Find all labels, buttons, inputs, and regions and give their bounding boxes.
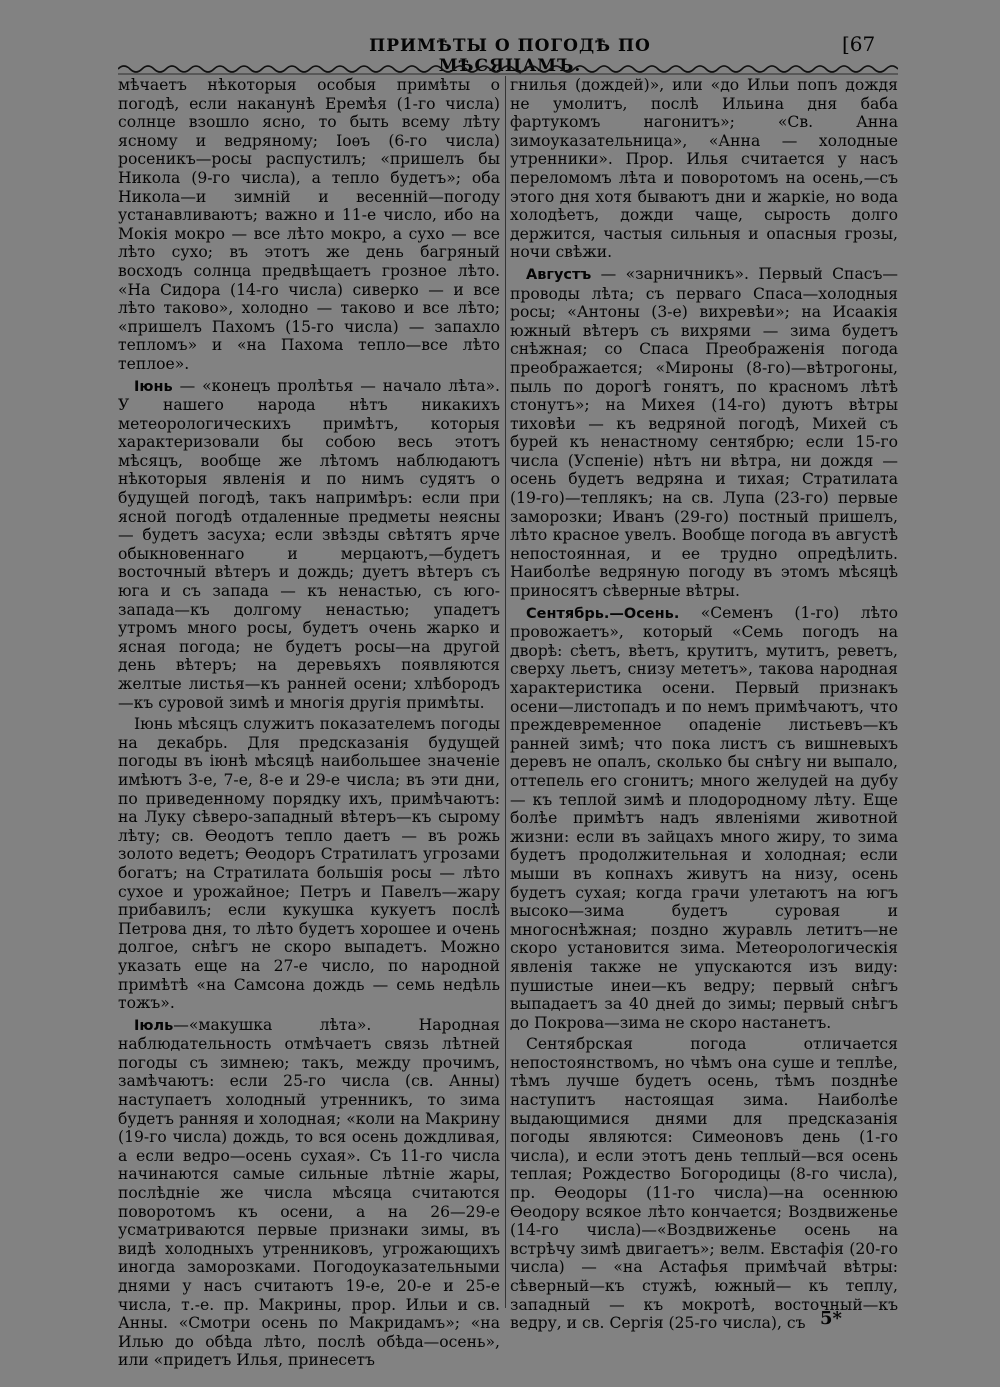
header-ornament-rule — [118, 62, 898, 76]
paragraph-july — [118, 1016, 500, 1370]
paragraph-ilya: гнилья (дождей)», или «до Ильи попъ дождя не умолитъ, послѣ Ильина дня баба фартукомъ нагонитъ»; «Св. Анна зимоуказательница», «Анна — холодные утренники». Прор. Илья считается у насъ переломомъ лѣта и поворотомъ на осень,—съ этого дня хотя бываютъ дни и жаркіе, но вода холодѣетъ, дожди чаще, сырость долго держится, частыя сильныя и опасныя грозы, ночи свѣжи. — [510, 76, 898, 262]
paragraph-june-indicator: Іюнь мѣсяцъ служитъ показателемъ погоды на декабрь. Для предсказанія будущей погоды въ іюнѣ мѣсяцѣ наибольшее значеніе имѣютъ 3-е, 7-е, 8-е и 29-е числа; въ эти дни, по приведенному порядку ихъ, примѣчаютъ: на Луку сѣверо-западный вѣтеръ—къ сырому лѣту; св. Ѳеодотъ тепло даетъ — въ рожь золото ведетъ; Ѳеодоръ Стратилатъ угрозами богатъ; на Стратилата большія росы — лѣто сухое и урожайное; Петръ и Павелъ—жару прибавилъ; если кукушка кукуетъ послѣ Петрова дня, то лѣто будетъ хорошее и очень долгое, снѣгъ не скоро выпадетъ. Можно указать еще на 27-е число, по народной примѣтѣ «на Самсона дождь — семь недѣль тожъ». — [118, 715, 500, 1013]
page-number: [67 — [842, 32, 876, 56]
right-text-column — [510, 76, 898, 1333]
paragraph-august — [510, 265, 898, 601]
paragraph-september — [510, 604, 898, 1033]
paragraph-september-text: «Семенъ (1-го) лѣто провожаетъ», который «Семь погодъ на дворѣ: сѣетъ, вѣетъ, крутитъ, мутитъ, реветъ, сверху льетъ, снизу мететъ», такова народная характеристика осени. Первый признакъ осени—листопадъ и по немъ примѣчаютъ, что преждевременное опаденіе листьевъ—къ ранней зимѣ; что пока листъ съ вишневыхъ деревъ не опалъ, сколько бы снѣгу ни выпало, оттепель его сгонитъ; много желудей на дубу — къ теплой зимѣ и плодородному лѣту. Еще болѣе примѣтъ надъ явленіями животной жизни: если въ зайцахъ много жиру, то зима будетъ продолжительная и холодная; если мыши въ копнахъ живутъ на низу, осень будетъ сухая; когда грачи улетаютъ на югъ высоко—зима будетъ суровая и многоснѣжная; поздно журавль летитъ—не скоро установится зима. Метеорологическія явленія также не упускаются изъ виду: пушистые инеи—къ ведру; первый снѣгъ выпадаетъ за 40 дней до зимы; первый снѣгъ до Покрова—зима не скоро настанетъ. — [510, 603, 898, 1032]
paragraph-august-text: — «зарничникъ». Первый Спасъ— проводы лѣта; съ перваго Спаса—холодныя росы; «Антоны (3-е) вихревѣи»; на Исаакія южный вѣтеръ съ вихрями — зима будетъ снѣжная; со Спаса Преображенія погода преображается; «Мироны (8-го)—вѣтрогоны, пыль по дорогѣ гонятъ, по красномъ лѣтѣ стонутъ»; на Михея (14-го) дуютъ вѣтры тиховѣи — къ ведряной погодѣ, Михей съ бурей къ ненастному сентябрю; если 15-го числа (Успеніе) нѣтъ ни вѣтра, ни дождя — осень будетъ ведряна и тихая; Стратилата (19-го)—теплякъ; на св. Лупа (23-го) первые заморозки; Иванъ (29-го) постный пришелъ, лѣто красное увелъ. Вообще погода въ августѣ непостоянная, и ее трудно опредѣлить. Наиболѣе ведряную погоду въ этомъ мѣсяцѣ приносятъ сѣверные вѣтры. — [510, 264, 898, 601]
left-text-column — [118, 76, 500, 1370]
month-heading-september: Сентябрь.—Осень. — [526, 605, 680, 622]
paragraph-june-omens: мѣчаетъ нѣкоторыя особыя примѣты о погодѣ, если наканунѣ Еремѣя (1-го числа) солнце взошло ясно, то быть всему лѣту ясному и ведряному; Іоѳъ (6-го числа) росеникъ—росы распустилъ; «пришелъ бы Никола (9-го числа), а тепло будетъ»; оба Никола—и зимній и весенній—погоду устанавливаютъ; важно и 11-е число, ибо на Мокія мокро — все лѣто мокро, а сухо — все лѣто сухо; въ этотъ же день багряный восходъ солнца предвѣщаетъ грозное лѣто. «На Сидора (14-го числа) сиверко — и все лѣто таково», холодно — таково и все лѣто; «пришелъ Пахомъ (15-го числа) — запахло тепломъ» и «на Пахома тепло—все лѣто теплое». — [118, 76, 500, 373]
running-head-title: ПРИМѢТЫ О ПОГОДѢ ПО МѢСЯЦАМЪ. — [369, 36, 651, 76]
month-heading-june: Іюнь — [134, 378, 173, 395]
column-divider — [505, 76, 506, 1308]
paragraph-june — [118, 377, 500, 713]
paragraph-july-text: —«макушка лѣта». Народная наблюдательность отмѣчаетъ связь лѣтней погоды съ зимнею; такъ, между прочимъ, замѣчаютъ: если 25-го числа (св. Анны) наступаетъ холодный утренникъ, то зима будетъ ранняя и холодная; «коли на Макрину (19-го числа) дождь, то вся осень дождливая, а если ведро—осень сухая». Съ 11-го числа начинаются самые сильные лѣтніе жары, послѣдніе же числа мѣсяца считаются поворотомъ къ осени, а на 26—29-е усматриваются первые признаки зимы, въ видѣ холодныхъ утренниковъ, угрожающихъ иногда заморозками. Погодоуказательными днями у насъ считаютъ 19-е, 20-е и 25-е числа, т.-е. пр. Макрины, прор. Ильи и св. Анны. «Смотри осень по Макридамъ»; «на Илью до обѣда лѣто, послѣ обѣда—осень», или «придетъ Илья, принесетъ — [118, 1015, 500, 1370]
month-heading-august: Августъ — [526, 266, 592, 283]
month-heading-july: Іюль — [134, 1017, 174, 1034]
printer-signature: 5* — [820, 1308, 842, 1329]
paragraph-september-weather: Сентябрская погода отличается непостоянствомъ, но чѣмъ она суше и теплѣе, тѣмъ лучше будетъ осень, тѣмъ позднѣе наступитъ настоящая зима. Наиболѣе выдающимися днями для предсказанія погоды являются: Симеоновъ день (1-го числа), и если этотъ день теплый—вся осень теплая; Рождество Богородицы (8-го числа), пр. Ѳеодоры (11-го числа)—на осеннюю Ѳеодору всякое лѣто кончается; Воздвиженье (14-го числа)—«Воздвиженье осень на встрѣчу зимѣ двигаетъ»; велм. Евстафія (20-го числа) — «на Астафья примѣчай вѣтры: сѣверный—къ стужѣ, южный— къ теплу, западный — къ мокротѣ, восточный—къ ведру, и св. Сергія (25-го числа), съ — [510, 1035, 898, 1333]
paragraph-june-text: — «конецъ пролѣтья — начало лѣта». У нашего народа нѣтъ никакихъ метеорологическихъ примѣтъ, которыя характеризовали бы собою весь этотъ мѣсяцъ, вообще же лѣтомъ наблюдаютъ нѣкоторыя явленія и по нимъ судятъ о будущей погодѣ, такъ напримѣръ: если при ясной погодѣ отдаленные предметы неясны — будетъ засуха; если звѣзды свѣтятъ ярче обыкновеннаго и мерцаютъ,—будетъ восточный вѣтеръ и дождь; дуетъ вѣтеръ съ юга и съ запада — къ ненастью, съ юго-запада—къ долгому ненастью; упадетъ утромъ много росы, будетъ очень жарко и ясная погода; не будетъ росы—на другой день вѣтеръ; на деревьяхъ появляются желтые листья—къ ранней осени; хлѣбородъ—къ суровой зимѣ и многія другія примѣты. — [118, 376, 500, 712]
